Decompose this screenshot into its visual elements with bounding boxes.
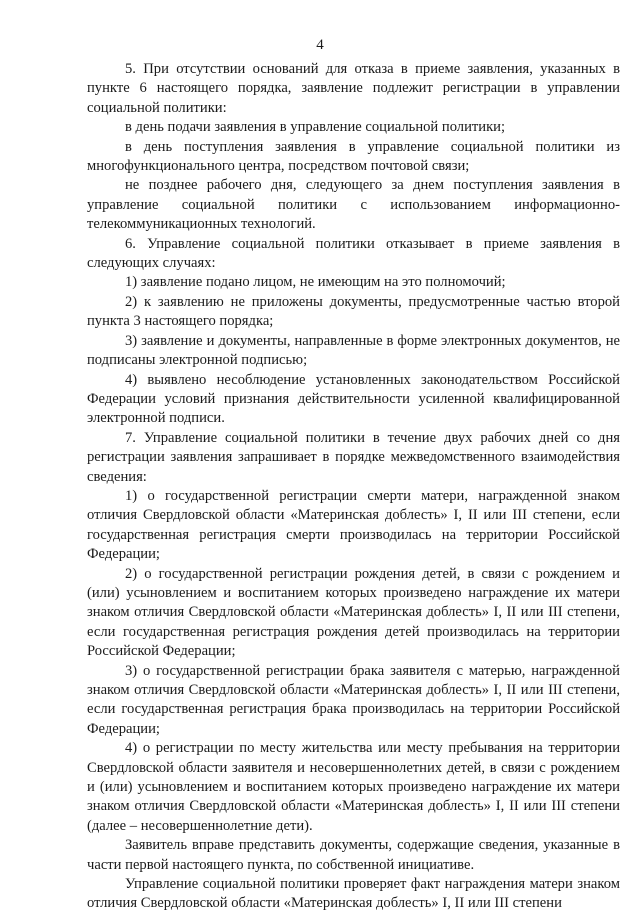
paragraph: в день подачи заявления в управление социальной политики;	[125, 119, 506, 136]
paragraph: Управление социальной политики проверяет факт награждения матери знаком отличия Свердловской области «Материнская доблесть» I, II или III степени	[87, 876, 620, 912]
paragraph: 4) о регистрации по месту жительства или месту пребывания на территории Свердловской области заявителя и несовершеннолетних детей, в связи с рождением и (или) усыновлением и воспитанием которых произведено награждение их матери знаком отличия Свердловской области «Материнская доблесть» I, II или III степени (далее – несовершеннолетние дети).	[87, 740, 620, 834]
paragraph: не позднее рабочего дня, следующего за днем поступления заявления в управление социальной политики с использованием информационно-телекоммуникационных технологий.	[87, 177, 620, 233]
paragraph: 3) заявление и документы, направленные в форме электронных документов, не подписаны электронной подписью;	[87, 332, 620, 369]
paragraph: 1) о государственной регистрации смерти матери, награжденной знаком отличия Свердловской области «Материнская доблесть» I, II или III степени, если государственная регистрация смерти производилась на территории Российской Федерации;	[87, 487, 620, 563]
paragraph: 3) о государственной регистрации брака заявителя с матерью, награжденной знаком отличия Свердловской области «Материнская доблесть» I, II или III степени, если государственная регистрация брака производилась на территории Российской Федерации;	[87, 662, 620, 737]
document-body	[87, 60, 620, 914]
paragraph: 6. Управление социальной политики отказывает в приеме заявления в следующих случаях:	[87, 235, 620, 272]
paragraph: 1) заявление подано лицом, не имеющим на это полномочий;	[125, 274, 506, 291]
paragraph: 2) о государственной регистрации рождения детей, в связи с рождением и (или) усыновлением и воспитанием которых произведено награждение их матери знаком отличия Свердловской области «Материнская доблесть» I, II или III степени, если государственная регистрация рождения детей производилась на территории Российской Федерации;	[87, 565, 620, 660]
paragraph: 2) к заявлению не приложены документы, предусмотренные частью второй пункта 3 настоящего порядка;	[87, 293, 620, 330]
paragraph: 5. При отсутствии оснований для отказа в приеме заявления, указанных в пункте 6 настоящего порядка, заявление подлежит регистрации в управлении социальной политики:	[87, 61, 620, 116]
paragraph: Заявитель вправе представить документы, содержащие сведения, указанные в части первой настоящего пункта, по собственной инициативе.	[87, 837, 620, 873]
paragraph: 7. Управление социальной политики в течение двух рабочих дней со дня регистрации заявления запрашивает в порядке межведомственного взаимодействия сведения:	[87, 429, 620, 485]
paragraph: в день поступления заявления в управление социальной политики из многофункционального центра, посредством почтовой связи;	[87, 138, 620, 175]
paragraph: 4) выявлено несоблюдение установленных законодательством Российской Федерации условий признания действительности усиленной квалифицированной электронной подписи.	[87, 371, 620, 427]
page-number: 4	[316, 37, 324, 53]
